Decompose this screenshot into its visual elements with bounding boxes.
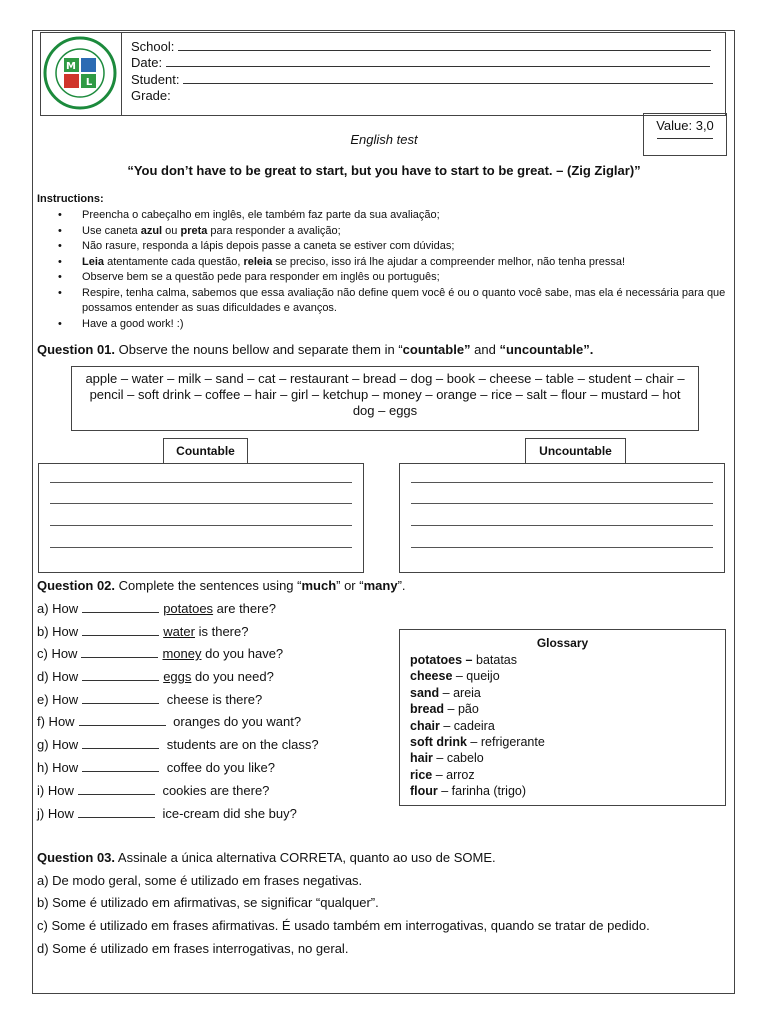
answer-blank[interactable] [78, 805, 155, 818]
word-bank: apple – water – milk – sand – cat – restaurant – bread – dog – book – cheese – table – student – chair – pencil – soft drink – coffee – hair – girl – ketchup – money – orange – rice – salt – flour – mustard – hot dog – eggs [71, 366, 699, 431]
answer-blank[interactable] [82, 759, 159, 772]
sentence-item: i) How cookies are there? [37, 783, 270, 798]
option-b[interactable]: b) Some é utilizado em afirmativas, se significar “qualquer”. [37, 895, 379, 910]
answer-line[interactable] [50, 525, 352, 526]
answer-line[interactable] [411, 482, 713, 483]
answer-line[interactable] [411, 503, 713, 504]
instruction-item: • Observe bem se a questão pede para responder em inglês ou português; [58, 270, 733, 286]
question-1-title: Question 01. Observe the nouns bellow and separate them in “countable” and “uncountable”. [37, 342, 594, 357]
answer-blank[interactable] [82, 623, 159, 636]
glossary-entry: soft drink – refrigerante [410, 735, 545, 749]
date-field[interactable]: Date: [131, 54, 710, 71]
uncountable-label: Uncountable [525, 438, 626, 463]
answer-blank[interactable] [82, 691, 159, 704]
logo-cell [40, 32, 122, 116]
logo-quadrant [64, 74, 79, 88]
sentence-item: c) How money do you have? [37, 646, 284, 661]
answer-blank[interactable] [79, 713, 166, 726]
sentence-item: j) How ice-cream did she buy? [37, 806, 297, 821]
question-3-title: Question 03. Assinale a única alternativa CORRETA, quanto ao uso de SOME. [37, 850, 496, 865]
glossary-box [399, 629, 726, 806]
option-c[interactable]: c) Some é utilizado em frases afirmativas. É usado também em interrogativas, quando se tratar de pedido. [37, 918, 650, 933]
question-2-title: Question 02. Complete the sentences using “much” or “many”. [37, 578, 406, 593]
uncountable-answer-box[interactable] [399, 463, 725, 573]
glossary-entry: flour – farinha (trigo) [410, 784, 527, 799]
answer-line[interactable] [50, 482, 352, 483]
countable-label: Countable [163, 438, 248, 463]
school-field[interactable]: School: [131, 38, 711, 55]
logo-quadrant [81, 58, 96, 72]
grade-field[interactable]: Grade: [131, 88, 171, 103]
countable-answer-box[interactable] [38, 463, 364, 573]
answer-blank[interactable] [82, 600, 159, 613]
student-field[interactable]: Student: [131, 71, 713, 88]
answer-line[interactable] [411, 525, 713, 526]
school-logo [40, 32, 120, 114]
sentence-item: g) How students are on the class? [37, 737, 319, 752]
answer-line[interactable] [50, 503, 352, 504]
answer-blank[interactable] [82, 668, 159, 681]
answer-blank[interactable] [82, 736, 159, 749]
instruction-item: • Have a good work! :) [58, 317, 733, 333]
sentence-item: b) How water is there? [37, 624, 249, 639]
sentence-item: e) How cheese is there? [37, 692, 263, 707]
glossary-entry: rice – arroz [410, 767, 475, 782]
option-d[interactable]: d) Some é utilizado em frases interrogativas, no geral. [37, 941, 349, 956]
glossary-entry: potatoes – batatas [410, 653, 517, 667]
glossary-title: Glossary [536, 636, 589, 650]
glossary-entry: bread – pão [410, 702, 479, 717]
option-a[interactable]: a) De modo geral, some é utilizado em frases negativas. [37, 873, 363, 888]
instructions-list [58, 208, 733, 332]
answer-blank[interactable] [78, 782, 155, 795]
value-label: Value: 3,0 [656, 118, 714, 133]
sentence-item: a) How potatoes are there? [37, 601, 276, 616]
instruction-item: • Use caneta azul ou preta para responder a avalição; [58, 224, 733, 240]
sentence-item: d) How eggs do you need? [37, 669, 274, 684]
glossary-entry: cheese – queijo [410, 669, 500, 684]
instructions-title: Instructions: [37, 193, 104, 205]
glossary-entry: hair – cabelo [410, 751, 484, 766]
instruction-item: • Preencha o cabeçalho em inglês, ele também faz parte da sua avaliação; [58, 208, 733, 224]
svg-text:M: M [66, 61, 76, 72]
answer-line[interactable] [50, 547, 352, 548]
glossary-entry: sand – areia [410, 685, 481, 700]
instruction-item: • Não rasure, responda a lápis depois passe a caneta se estiver com dúvidas; [58, 239, 733, 255]
instruction-item: • Leia atentamente cada questão, releia se preciso, isso irá lhe ajudar a compreender melhor, não tenha pressa! [58, 255, 733, 271]
glossary-entry: chair – cadeira [410, 718, 495, 733]
answer-blank[interactable] [81, 645, 158, 658]
answer-line[interactable] [411, 547, 713, 548]
sentence-item: f) How oranges do you want? [37, 714, 302, 729]
svg-text:L: L [85, 77, 93, 88]
quote: “You don’t have to be great to start, but you have to start to be great. – (Zig Ziglar)” [127, 163, 641, 178]
page-title: English test [350, 132, 418, 147]
sentence-item: h) How coffee do you like? [37, 760, 275, 775]
instruction-item: • Respire, tenha calma, sabemos que essa avaliação não define quem você é ou o quanto você sabe, mas ela é necessária para que possamos entender as suas dificuldades e avanços. [58, 286, 733, 317]
